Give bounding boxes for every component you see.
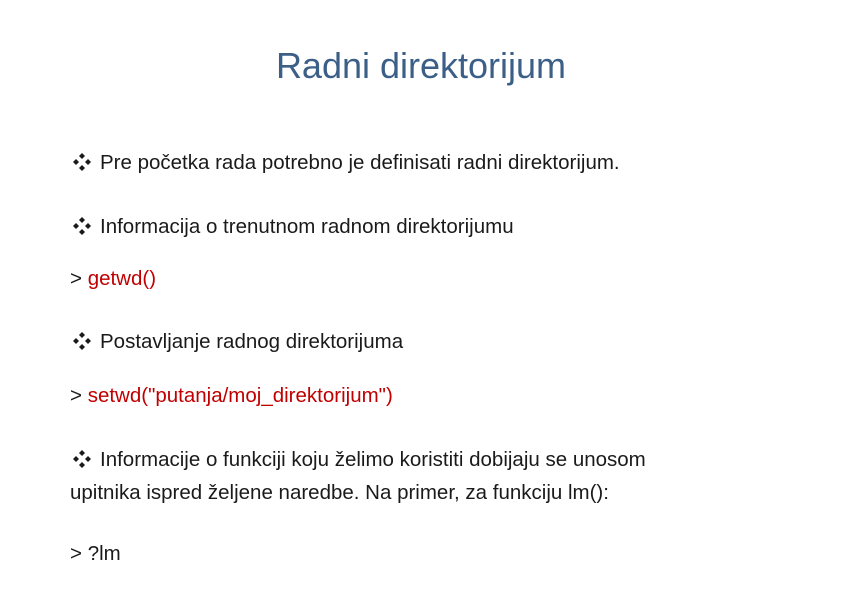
code-setwd: setwd("putanja/moj_direktorijum") bbox=[87, 384, 393, 407]
bullet-text-2: Informacija o trenutnom radnom direktorijumu bbox=[100, 215, 514, 238]
code-line-getwd bbox=[70, 265, 156, 293]
bullet-text-1: Pre početka rada potrebno je definisati radni direktorijum. bbox=[100, 151, 620, 174]
bullet-item-3 bbox=[72, 328, 403, 356]
prompt-symbol: > bbox=[70, 384, 82, 407]
bullet-text-4b: upitnika ispred željene naredbe. Na primer, za funkciju lm(): bbox=[70, 481, 609, 504]
code-line-help bbox=[70, 540, 121, 568]
bullet-item-4-continuation bbox=[70, 479, 609, 507]
slide-title: Radni direktorijum bbox=[275, 45, 567, 86]
prompt-symbol: > bbox=[70, 542, 82, 565]
code-getwd: getwd() bbox=[87, 267, 157, 290]
bullet-item-2 bbox=[72, 213, 514, 241]
four-diamond-bullet-icon bbox=[72, 331, 92, 351]
code-help-lm: ?lm bbox=[87, 542, 121, 565]
four-diamond-bullet-icon bbox=[72, 449, 92, 469]
bullet-item-4 bbox=[72, 446, 646, 474]
four-diamond-bullet-icon bbox=[72, 152, 92, 172]
code-line-setwd bbox=[70, 382, 393, 410]
bullet-text-3: Postavljanje radnog direktorijuma bbox=[100, 330, 404, 353]
four-diamond-bullet-icon bbox=[72, 216, 92, 236]
prompt-symbol: > bbox=[70, 267, 82, 290]
bullet-text-4a: Informacije o funkciji koju želimo koristiti dobijaju se unosom bbox=[100, 448, 646, 471]
bullet-item-1 bbox=[72, 149, 620, 177]
